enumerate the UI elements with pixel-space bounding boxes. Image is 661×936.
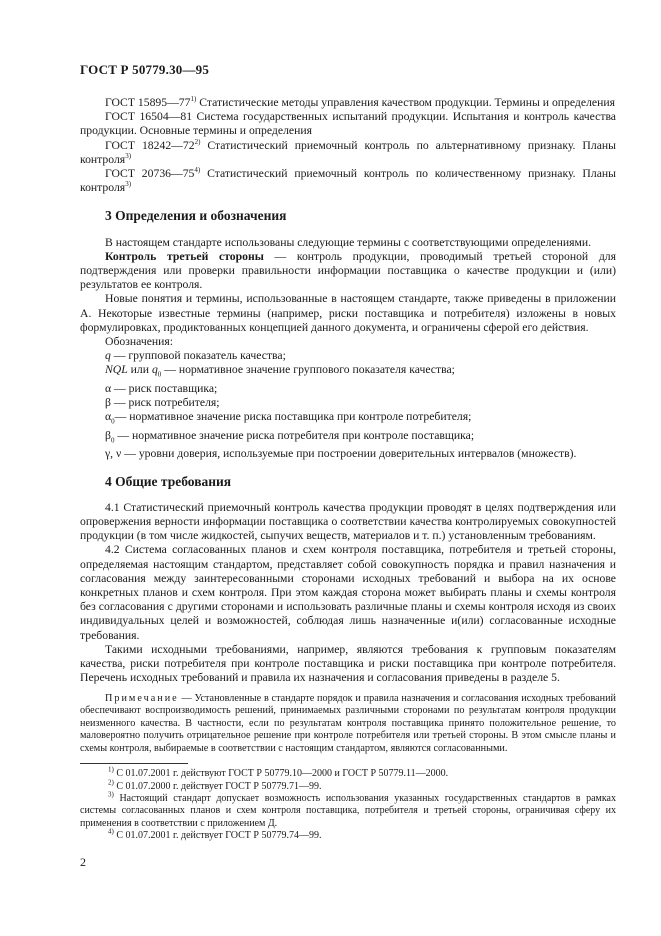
footnote-4: $^{4)}$ С 01.07.2001 г. действует ГОСТ Р 50779.74—99. bbox=[108, 827, 322, 841]
note-label: Примечание bbox=[105, 692, 179, 704]
section-3-heading: 3 Определения и обозначения bbox=[105, 208, 287, 224]
clause-4-2-continued: Такими исходными требованиями, например, являются требования к групповым показателям качества, риски потребителя при контроле поставщика и риски поставщика при контроле потребителя. Перечень исходных требований и правила их назначения и согласования приведены в разделе 5. bbox=[80, 642, 616, 685]
clause-4-1: 4.1 Статистический приемочный контроль качества продукции проводят в целях подтверждения или опровержения верности информации поставщика о соответствии качества контролируемых совокупностей продукции (в том числе жидкостей, сыпучих веществ, материалов и т. п.) установленным требованиям. bbox=[80, 500, 616, 543]
notation-item: β — риск потребителя; bbox=[105, 396, 220, 410]
note-paragraph: Примечание — Установленные в стандарте порядок и правила назначения и согласования исходных требований обеспечивают воспроизводимость решений, принимаемых различными сторонами по результатам контроля продукции неизменного качества. В частности, если по результатам контроля поставщика принято положительное решение, то маловероятно получить отрицательное решение при контроле потребителя или третьей стороны. В этом смысле планы и схемы контроля, выбираемые в соответствии с настоящим стандартом, являются согласованными. bbox=[80, 692, 616, 754]
page-number: 2 bbox=[80, 855, 86, 869]
notation-item: γ, ν — уровни доверия, используемые при построении доверительных интервалов (множеств). bbox=[105, 447, 577, 461]
standard-header: ГОСТ Р 50779.30—95 bbox=[80, 62, 210, 77]
new-terms-paragraph: Новые понятия и термины, использованные в настоящем стандарте, также приведены в приложении А. Некоторые известные термины (например, риски поставщика и потребителя) изложены в новых формулировках, продиктованных концепцией данного документа, и ограничены сферой его действия. bbox=[80, 292, 616, 334]
footnote-3: $^{3)}$ Настоящий стандарт допускает возможность использования указанных государственных стандартов в рамках системы согласованных планов и схем контроля поставщика, потребителя и третьей стороны, ограничивая сферу их применения в соответствии с приложением Д. bbox=[80, 790, 616, 829]
notation-label: Обозначения: bbox=[105, 335, 174, 349]
footnote-2: $^{2)}$ С 01.07.2000 г. действует ГОСТ Р 50779.71—99. bbox=[108, 778, 322, 792]
term-name: Контроль третьей стороны bbox=[105, 249, 264, 263]
reference-3: ГОСТ 18242—72$^{2)}$ Статистический приемочный контроль по альтернативному признаку. Планы контроля$^{3)}$ bbox=[80, 137, 617, 166]
term-definition: Контроль третьей стороны — контроль продукции, проводимый третьей стороной для подтверждения или проверки правильности информации поставщика о качестве продукции и (или) результатов ее контроля. bbox=[80, 249, 616, 292]
reference-1: ГОСТ 15895—77$^{1)}$ Статистические методы управления качеством продукции. Термины и определения bbox=[105, 95, 615, 109]
reference-4: ГОСТ 20736—75$^{4)}$ Статистический приемочный контроль по количественному признаку. Планы контроля$^{3)}$ bbox=[80, 166, 616, 195]
footnote-1: $^{1)}$ С 01.07.2001 г. действуют ГОСТ Р 50779.10—2000 и ГОСТ Р 50779.11—2000. bbox=[108, 766, 449, 780]
notation-item: $\beta_0$ — нормативное значение риска потребителя при контроле поставщика; bbox=[105, 428, 475, 445]
notation-item: $\alpha_0—$ нормативное значение риска поставщика при контроле потребителя; bbox=[105, 410, 472, 426]
footnote-divider bbox=[80, 763, 188, 764]
notation-item: α — риск поставщика; bbox=[105, 381, 218, 395]
notation-item: NQL или $q_0$ — нормативное значение группового показателя качества; bbox=[105, 363, 455, 379]
clause-4-2: 4.2 Система согласованных планов и схем контроля поставщика, потребителя и третьей стороны, определяемая настоящим стандартом, представляет собой совокупность порядка и правил назначения и согласования между заинтересованными сторонами исходных требований и выбора на их основе конкретных планов и схем контроля. При этом каждая сторона может выбирать планы и схемы контроля без согласования с другими сторонами и использовать различные планы и схемы контроля исходя из своих индивидуальных целей и возможностей, соблюдая лишь назначенные и(или) согласованные исходные требования. bbox=[80, 543, 616, 642]
reference-2: ГОСТ 16504—81 Система государственных испытаний продукции. Испытания и контроль качества продукции. Основные термины и определения bbox=[80, 110, 616, 138]
section-4-heading: 4 Общие требования bbox=[105, 473, 232, 489]
page-content bbox=[80, 96, 616, 842]
notation-item: q — групповой показатель качества; bbox=[105, 349, 286, 363]
section-3-intro: В настоящем стандарте использованы следующие термины с соответствующими определениями. bbox=[105, 235, 592, 249]
